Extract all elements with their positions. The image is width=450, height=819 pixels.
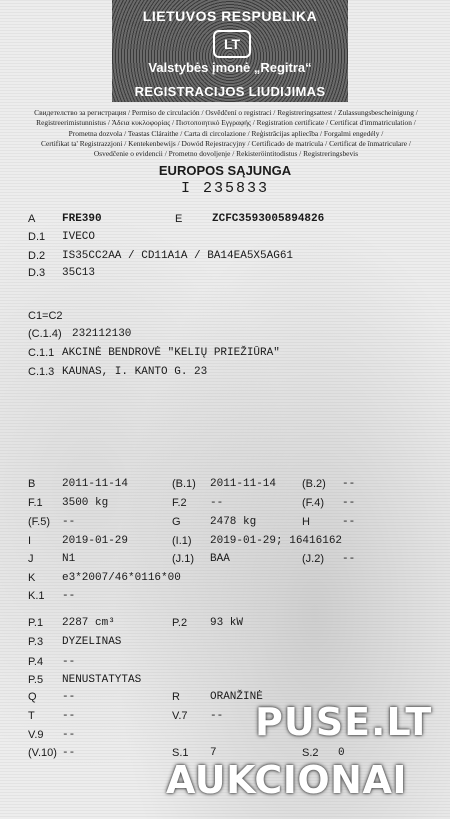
field-label-v10: (V.10)	[28, 747, 57, 759]
field-value-b: 2011-11-14	[62, 478, 129, 490]
field-label-b: B	[28, 478, 36, 490]
field-label-g: G	[172, 516, 181, 528]
field-value-i: 2019-01-29	[62, 535, 129, 547]
multilingual-title	[14, 108, 438, 159]
country-title: LIETUVOS RESPUBLIKA	[142, 8, 318, 24]
union-title: EUROPOS SĄJUNGA	[158, 163, 292, 178]
field-label-f4: (F.4)	[302, 497, 324, 509]
field-value-c11: AKCINĖ BENDROVĖ "KELIŲ PRIEŽIŪRA"	[62, 347, 280, 359]
field-value-t: --	[62, 710, 76, 722]
issuer-name: Valstybės įmonė „Regitra“	[148, 60, 312, 75]
field-value-p3: DYZELINAS	[62, 636, 122, 648]
lt-emblem: LT	[213, 30, 251, 58]
field-label-r: R	[172, 691, 180, 703]
field-value-k1: --	[62, 590, 76, 602]
field-label-v7: V.7	[172, 710, 188, 722]
field-value-s1: 7	[210, 747, 217, 759]
field-label-p4: P.4	[28, 656, 44, 668]
field-value-a: FRE390	[62, 213, 102, 225]
document-header	[112, 0, 348, 102]
field-value-c14: 232112130	[72, 328, 132, 340]
field-label-c11: C.1.1	[28, 347, 55, 359]
field-value-p5: NENUSTATYTAS	[62, 674, 142, 686]
field-value-q: --	[62, 691, 76, 703]
field-value-i1: 2019-01-29; 16416162	[210, 535, 343, 547]
field-value-p1: 2287 cm³	[62, 617, 115, 629]
field-value-c13: KAUNAS, I. KANTO G. 23	[62, 366, 208, 378]
field-value-v10: --	[62, 747, 76, 759]
field-value-h: --	[342, 516, 356, 528]
field-label-q: Q	[28, 691, 37, 703]
field-label-p5: P.5	[28, 674, 44, 686]
field-label-j1: (J.1)	[172, 553, 194, 565]
field-label-t: T	[28, 710, 35, 722]
field-label-h: H	[302, 516, 310, 528]
field-label-k1: K.1	[28, 590, 45, 602]
field-value-d1: IVECO	[62, 231, 96, 243]
field-label-k: K	[28, 572, 36, 584]
field-label-c13: C.1.3	[28, 366, 55, 378]
field-label-d1: D.1	[28, 231, 46, 243]
field-value-f2: --	[210, 497, 224, 509]
field-value-d2: IS35CC2AA / CD11A1A / BA14EA5X5AG61	[62, 250, 294, 262]
language-line: Registreerimistunnistus / Άδεια κυκλοφορίας / Πιστοποιητικό Εγγραφής / Registration certificate / Certificat d'immatriculation /	[36, 118, 416, 128]
field-label-i1: (I.1)	[172, 535, 192, 547]
field-value-j2: --	[342, 553, 356, 565]
field-value-b2: --	[342, 478, 356, 490]
field-value-v7: --	[210, 710, 224, 722]
field-label-d2: D.2	[28, 250, 46, 262]
field-label-b1: (B.1)	[172, 478, 196, 490]
field-value-v9: --	[62, 729, 76, 741]
language-line: Certifikat ta' Registrazzjoni / Kentekenbewijs / Dowód Rejestracyjny / Certificado de matrícula / Certificat de înmatriculare /	[41, 138, 411, 148]
field-label-c1: C1=C2	[28, 310, 63, 322]
field-value-p4: --	[62, 656, 76, 668]
field-value-k: e3*2007/46*0116*00	[62, 572, 181, 584]
field-label-f1: F.1	[28, 497, 43, 509]
field-value-b1: 2011-11-14	[210, 478, 277, 490]
field-label-b2: (B.2)	[302, 478, 326, 490]
field-label-f2: F.2	[172, 497, 187, 509]
language-line: Osvedčenie o evidencii / Prometno dovoljenje / Rekisteröintitodistus / Registreringsbevis	[93, 149, 359, 159]
field-label-v9: V.9	[28, 729, 44, 741]
field-value-f5: --	[62, 516, 76, 528]
field-value-j1: BAA	[210, 553, 230, 565]
field-label-c14: (C.1.4)	[28, 328, 62, 340]
field-value-f1: 3500 kg	[62, 497, 109, 509]
field-value-j: N1	[62, 553, 76, 565]
field-label-j2: (J.2)	[302, 553, 324, 565]
field-label-i: I	[28, 535, 32, 547]
field-value-g: 2478 kg	[210, 516, 257, 528]
document-number: I 235833	[180, 180, 269, 197]
field-label-p3: P.3	[28, 636, 44, 648]
field-value-s2: 0	[338, 747, 345, 759]
field-value-r: ORANŽINĖ	[210, 691, 263, 703]
field-label-a: A	[28, 213, 36, 225]
field-value-d3: 35C13	[62, 267, 96, 279]
watermark-line-1: PUSE.LT	[255, 700, 433, 744]
field-label-p2: P.2	[172, 617, 188, 629]
field-label-p1: P.1	[28, 617, 44, 629]
field-label-s2: S.2	[302, 747, 319, 759]
field-value-p2: 93 kW	[210, 617, 244, 629]
field-label-d3: D.3	[28, 267, 46, 279]
field-label-f5: (F.5)	[28, 516, 50, 528]
field-label-j: J	[28, 553, 34, 565]
field-value-f4: --	[342, 497, 356, 509]
field-label-e: E	[175, 213, 183, 225]
watermark-line-2: AUKCIONAI	[166, 758, 408, 802]
field-label-s1: S.1	[172, 747, 189, 759]
language-line: Prometna dozvola / Teastas Cláraithe / Carta di circolazione / Reģistrācijas apliecība / Forgalmi engedély /	[68, 128, 384, 138]
certificate-title: REGISTRACIJOS LIUDIJIMAS	[134, 84, 326, 99]
field-value-e: ZCFC3593005894826	[212, 213, 325, 225]
language-line: Свидетелство за регистрация / Permiso de circulación / Osvědčení o registraci / Registreringsattest / Zulassungsbescheinigung /	[34, 108, 418, 117]
